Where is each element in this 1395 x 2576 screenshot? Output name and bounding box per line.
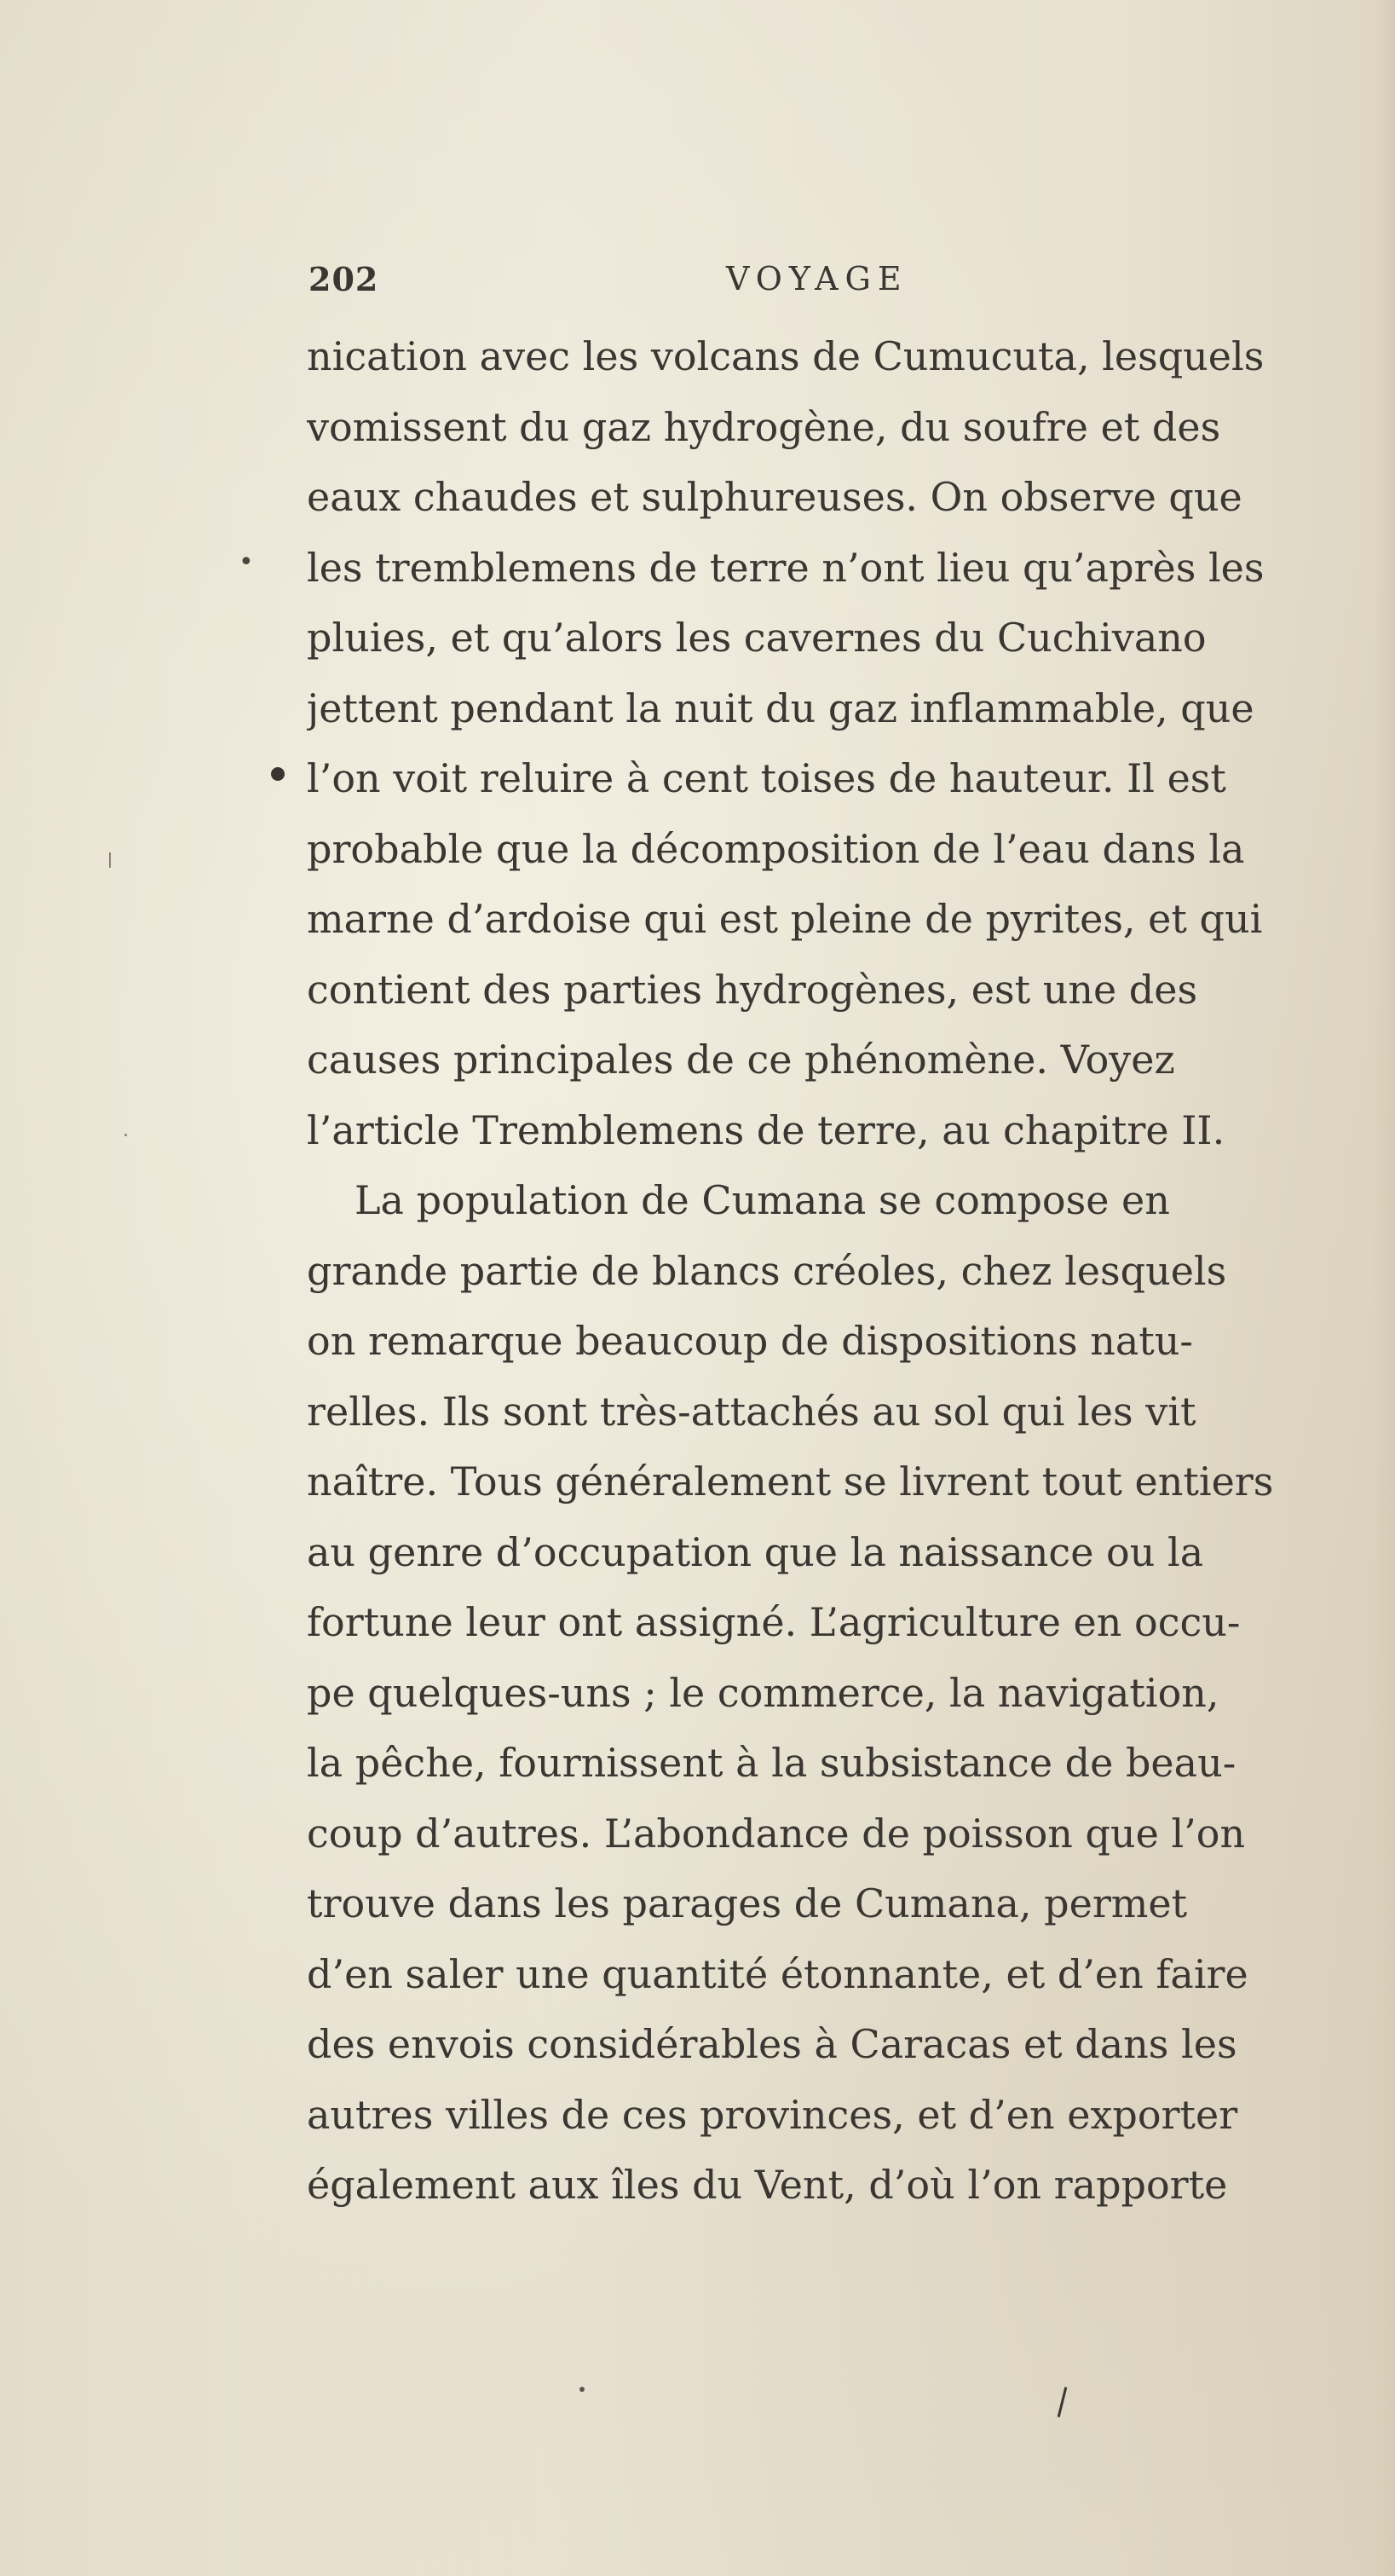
running-head: VOYAGE: [726, 260, 908, 297]
paragraph-start-line: La population de Cumana se compose en: [355, 1177, 1170, 1223]
paper-flaw-mark: [109, 852, 111, 868]
text-line: fortune leur ont assigné. L’agriculture en occu-: [307, 1599, 1241, 1645]
text-line: pe quelques-uns ; le commerce, la navigation,: [307, 1669, 1219, 1716]
text-line: coup d’autres. L’abondance de poisson que l’on: [307, 1810, 1246, 1857]
text-line: d’en saler une quantité étonnante, et d’en faire: [307, 1950, 1248, 1997]
text-line: des envois considérables à Caracas et dans les: [307, 2021, 1237, 2067]
text-line: les tremblemens de terre n’ont lieu qu’après les: [307, 544, 1265, 591]
paper-flaw-mark: [124, 1134, 127, 1136]
page-header: [308, 260, 973, 311]
text-line: l’article Tremblemens de terre, au chapitre II.: [307, 1106, 1225, 1153]
text-line: eaux chaudes et sulphureuses. On observe que: [307, 474, 1242, 520]
text-line: la pêche, fournissent à la subsistance de beau-: [307, 1740, 1236, 1786]
text-line: l’on voit reluire à cent toises de hauteur. Il est: [307, 755, 1226, 801]
text-line: pluies, et qu’alors les cavernes du Cuchivano: [307, 615, 1207, 661]
text-line: vomissent du gaz hydrogène, du soufre et des: [307, 403, 1221, 450]
text-line: au genre d’occupation que la naissance ou la: [307, 1528, 1204, 1575]
page-number: 202: [308, 260, 379, 298]
text-line: autres villes de ces provinces, et d’en exporter: [307, 2091, 1238, 2138]
text-line: également aux îles du Vent, d’où l’on rapporte: [307, 2162, 1228, 2208]
text-line: jettent pendant la nuit du gaz inflammable, que: [307, 684, 1254, 731]
text-line: causes principales de ce phénomène. Voyez: [307, 1037, 1175, 1083]
text-line: probable que la décomposition de l’eau dans la: [307, 825, 1245, 872]
text-line: on remarque beaucoup de dispositions natu-: [307, 1318, 1193, 1364]
text-line: nication avec les volcans de Cumucuta, lesquels: [307, 333, 1265, 379]
text-line: marne d’ardoise qui est pleine de pyrites, et qui: [307, 896, 1263, 942]
text-line: naître. Tous généralement se livrent tout entiers: [307, 1458, 1274, 1505]
text-line: relles. Ils sont très-attachés au sol qui les vit: [307, 1388, 1196, 1435]
ink-spot-mark: [579, 2387, 585, 2392]
pen-stroke-mark: [1058, 2387, 1068, 2417]
text-line: grande partie de blancs créoles, chez lesquels: [307, 1247, 1227, 1294]
margin-dot-mark: •: [239, 547, 254, 577]
text-line: trouve dans les parages de Cumana, permet: [307, 1880, 1188, 1926]
ink-blot-mark: [271, 767, 285, 781]
body-text: [307, 321, 1382, 2221]
text-line: contient des parties hydrogènes, est une des: [307, 966, 1198, 1013]
